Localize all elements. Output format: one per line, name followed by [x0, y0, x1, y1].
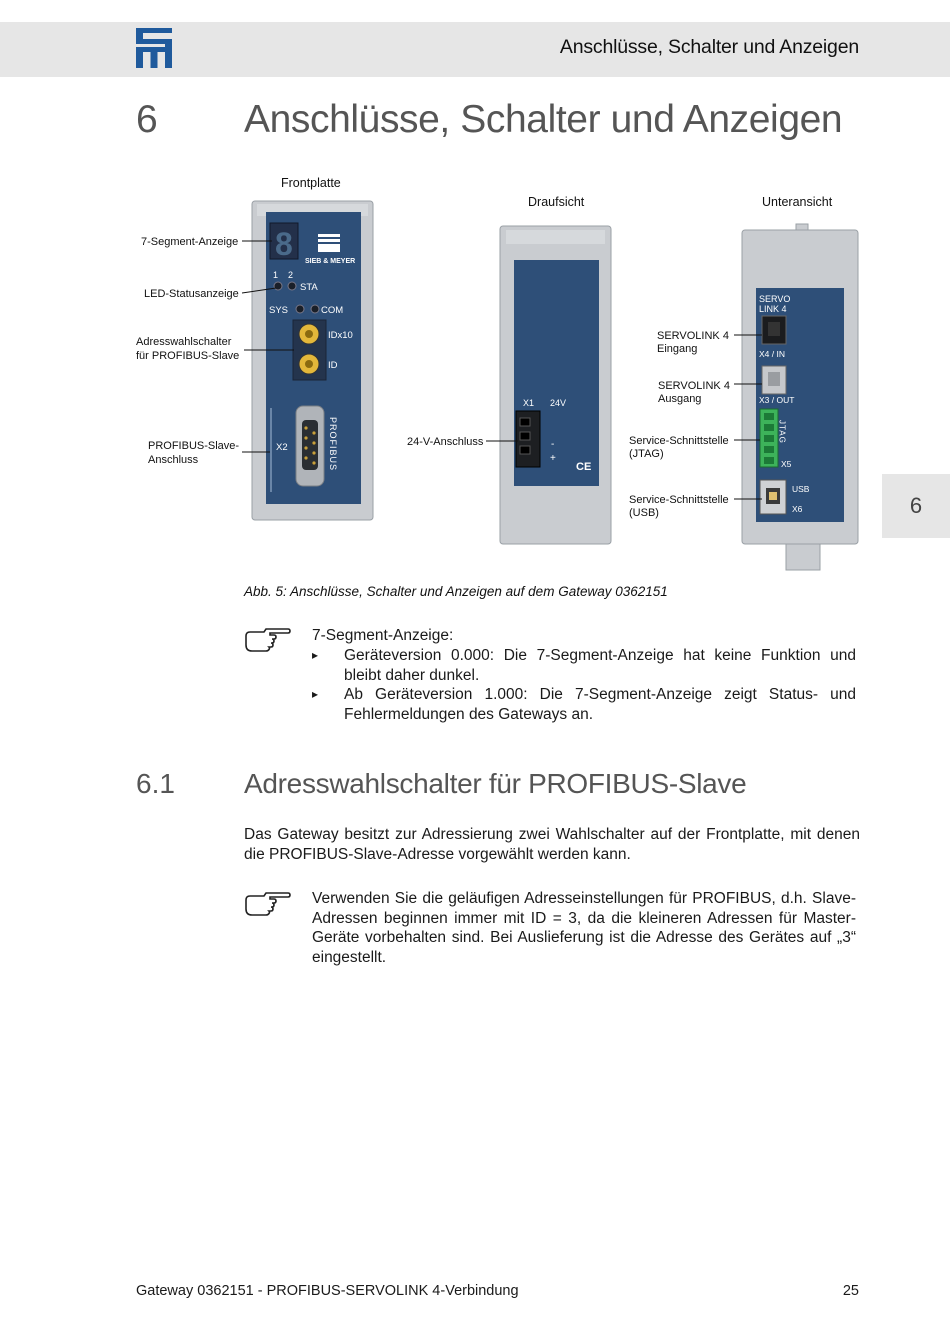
usb-label: USB	[792, 484, 810, 494]
callout-usb-2: (USB)	[629, 507, 659, 519]
note1-bullet: ▸ Ab Geräteversion 1.000: Die 7-Segment-Anzeige zeigt Status- und Fehlermeldungen des Gateways an.	[312, 685, 856, 724]
callout-addr-2: für PROFIBUS-Slave	[136, 350, 240, 362]
profibus-vertical-label: PROFIBUS	[328, 417, 338, 472]
view-label-front: Frontplatte	[281, 176, 341, 190]
x3-label: X3 / OUT	[759, 395, 795, 405]
section-number: 6.1	[136, 768, 175, 799]
x5-label: X5	[781, 459, 792, 469]
pointing-hand-icon	[244, 626, 292, 654]
led-com	[311, 305, 319, 313]
sys-label: SYS	[269, 305, 289, 316]
pointing-hand-icon	[244, 890, 292, 918]
brand-label: SIEB & MEYER	[305, 258, 356, 265]
id-label: ID	[328, 360, 338, 371]
chapter-number: 6	[136, 98, 158, 141]
x4-label: X4 / IN	[759, 349, 785, 359]
v24-label: 24V	[550, 398, 567, 408]
section-title: Adresswahlschalter für PROFIBUS-Slave	[244, 768, 747, 799]
section-paragraph: Das Gateway besitzt zur Adressierung zwei Wahlschalter auf der Frontplatte, mit denen die PROFIBUS-Slave-Adresse vorgewählt werden kann.	[244, 826, 860, 863]
footer-document-title: Gateway 0362151 - PROFIBUS-SERVOLINK 4-Verbindung	[136, 1283, 519, 1299]
jtag-vertical-label: JTAG	[777, 420, 787, 444]
note1-title: 7-Segment-Anzeige:	[312, 627, 454, 644]
callout-sl-in-1: SERVOLINK 4	[657, 330, 729, 342]
callout-seg: 7-Segment-Anzeige	[141, 236, 239, 248]
gateway-figure	[130, 168, 870, 578]
section-note: Verwenden Sie die geläufigen Adresseinstellungen für PROFIBUS, d.h. Slave-Adressen beginnen immer mit ID = 3, da die kleineren Adressen für Master-Geräte vorbehalten sind. Bei Auslieferung ist die Adresse des Gerätes auf „3“ eingestellt.	[312, 890, 856, 966]
callout-led: LED-Statusanzeige	[144, 288, 239, 300]
callout-sl-in-2: Eingang	[657, 343, 698, 355]
x6-label: X6	[792, 504, 803, 514]
figure-caption: Abb. 5: Anschlüsse, Schalter und Anzeigen auf dem Gateway 0362151	[244, 584, 668, 599]
callout-v24: 24-V-Anschluss	[407, 436, 484, 448]
sieb-meyer-logo	[136, 28, 172, 68]
chapter-title: Anschlüsse, Schalter und Anzeigen	[244, 98, 843, 141]
led1-label: 1	[273, 270, 279, 280]
led-sta-2	[288, 282, 296, 290]
minus-label: -	[551, 439, 555, 450]
header-title: Anschlüsse, Schalter und Anzeigen	[559, 36, 859, 58]
callout-pb-1: PROFIBUS-Slave-	[148, 440, 240, 452]
seg-digit: 8	[275, 226, 293, 262]
view-label-top: Draufsicht	[528, 195, 585, 209]
top-view	[500, 226, 611, 544]
chapter-tab: 6	[882, 474, 950, 538]
note1-bullet-list	[312, 646, 856, 724]
servo-label: SERVO	[759, 294, 791, 304]
x2-label: X2	[276, 442, 288, 453]
idx10-label: IDx10	[328, 330, 353, 341]
view-label-bottom: Unteransicht	[762, 195, 833, 209]
callout-jtag-1: Service-Schnittstelle	[629, 435, 729, 447]
note1-bullet: ▸ Geräteversion 0.000: Die 7-Segment-Anzeige hat keine Funktion und bleibt daher dunkel.	[312, 646, 856, 685]
plus-label: +	[550, 453, 556, 464]
callout-sl-out-2: Ausgang	[658, 393, 702, 405]
link4-label: LINK 4	[759, 304, 787, 314]
led-sta-1	[274, 282, 282, 290]
footer-page-number: 25	[842, 1283, 859, 1299]
callout-jtag-2: (JTAG)	[629, 448, 664, 460]
com-label: COM	[321, 305, 344, 316]
x1-label: X1	[523, 398, 535, 408]
sta-label: STA	[300, 282, 318, 293]
callout-usb-1: Service-Schnittstelle	[629, 494, 729, 506]
led2-label: 2	[288, 270, 294, 280]
callout-pb-2: Anschluss	[148, 454, 199, 466]
bottom-view	[742, 224, 858, 570]
ce-label: CE	[576, 461, 592, 473]
callout-sl-out-1: SERVOLINK 4	[658, 380, 730, 392]
led-sys	[296, 305, 304, 313]
callout-addr-1: Adresswahlschalter	[136, 336, 232, 348]
front-view	[252, 201, 373, 520]
